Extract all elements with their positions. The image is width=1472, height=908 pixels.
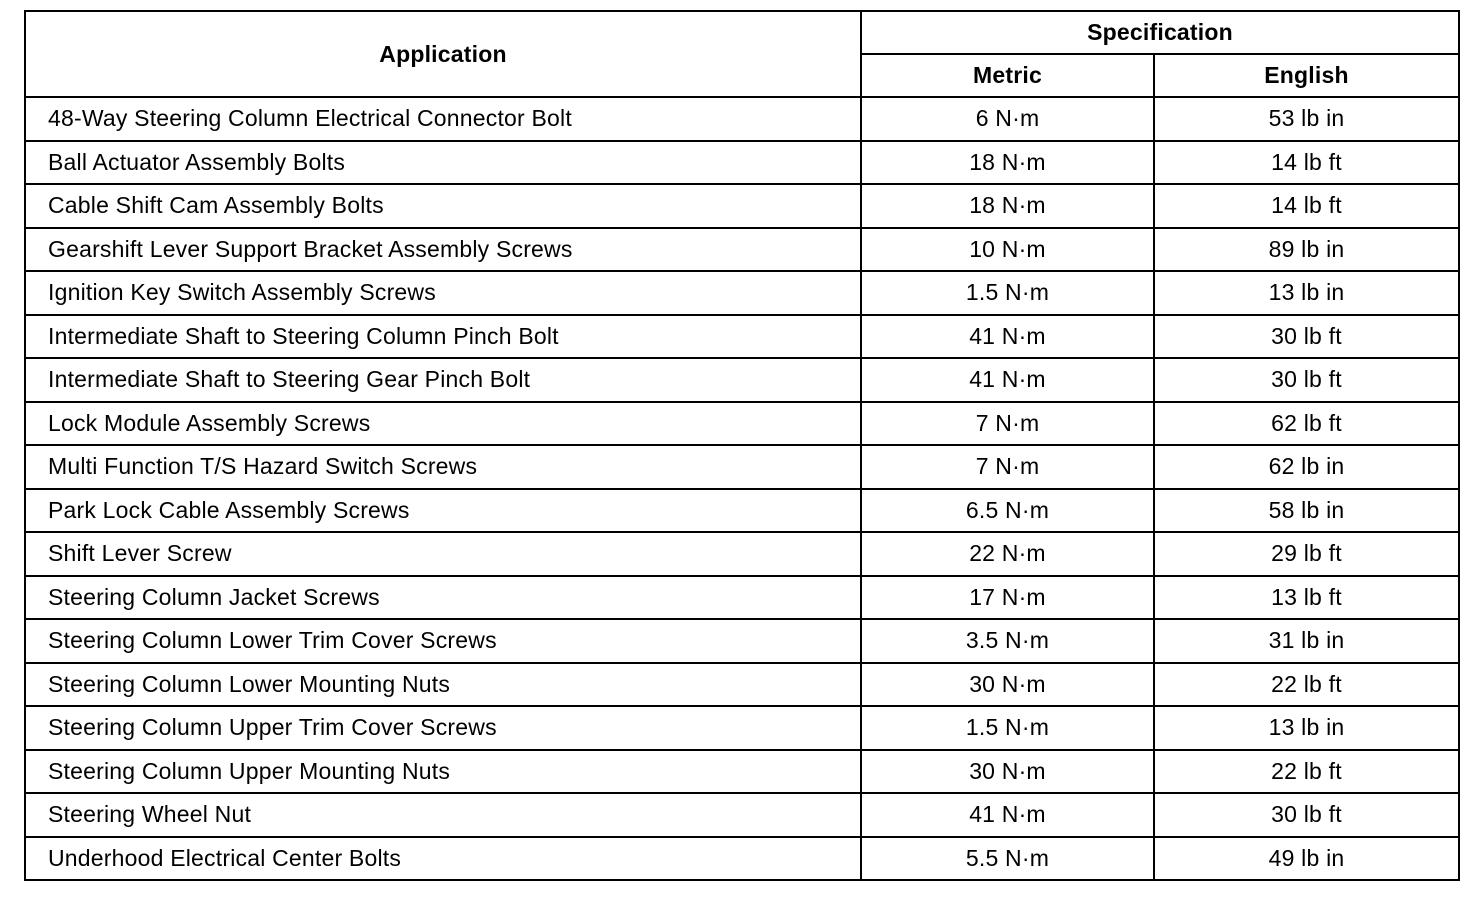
- table-row: [25, 402, 1459, 446]
- metric-value-cell: 22 N·m: [861, 532, 1154, 576]
- metric-value-cell: 7 N·m: [861, 445, 1154, 489]
- table-row: [25, 315, 1459, 359]
- metric-value-cell: 41 N·m: [861, 315, 1154, 359]
- english-value-cell: 29 lb ft: [1154, 532, 1459, 576]
- metric-value-cell: 1.5 N·m: [861, 271, 1154, 315]
- table-row: [25, 532, 1459, 576]
- table-row: [25, 619, 1459, 663]
- specification-column-header: Specification: [861, 11, 1459, 54]
- metric-value-cell: 1.5 N·m: [861, 706, 1154, 750]
- application-cell: Multi Function T/S Hazard Switch Screws: [25, 445, 861, 489]
- table-row: [25, 445, 1459, 489]
- table-row: [25, 97, 1459, 141]
- english-value-cell: 14 lb ft: [1154, 141, 1459, 185]
- metric-value-cell: 30 N·m: [861, 750, 1154, 794]
- table-row: [25, 576, 1459, 620]
- application-cell: Ball Actuator Assembly Bolts: [25, 141, 861, 185]
- english-value-cell: 13 lb in: [1154, 271, 1459, 315]
- english-value-cell: 30 lb ft: [1154, 358, 1459, 402]
- metric-value-cell: 30 N·m: [861, 663, 1154, 707]
- application-cell: Cable Shift Cam Assembly Bolts: [25, 184, 861, 228]
- table-row: [25, 837, 1459, 881]
- application-cell: Steering Column Upper Trim Cover Screws: [25, 706, 861, 750]
- english-value-cell: 31 lb in: [1154, 619, 1459, 663]
- table-header: [25, 11, 1459, 97]
- application-cell: Underhood Electrical Center Bolts: [25, 837, 861, 881]
- application-cell: Ignition Key Switch Assembly Screws: [25, 271, 861, 315]
- application-cell: Steering Column Lower Trim Cover Screws: [25, 619, 861, 663]
- table-row: [25, 228, 1459, 272]
- english-value-cell: 14 lb ft: [1154, 184, 1459, 228]
- english-value-cell: 13 lb ft: [1154, 576, 1459, 620]
- metric-value-cell: 6.5 N·m: [861, 489, 1154, 533]
- metric-value-cell: 3.5 N·m: [861, 619, 1154, 663]
- application-cell: Intermediate Shaft to Steering Column Pinch Bolt: [25, 315, 861, 359]
- application-cell: 48-Way Steering Column Electrical Connector Bolt: [25, 97, 861, 141]
- metric-value-cell: 10 N·m: [861, 228, 1154, 272]
- application-cell: Gearshift Lever Support Bracket Assembly Screws: [25, 228, 861, 272]
- application-column-header: Application: [25, 11, 861, 97]
- english-value-cell: 13 lb in: [1154, 706, 1459, 750]
- table-row: [25, 750, 1459, 794]
- application-cell: Steering Wheel Nut: [25, 793, 861, 837]
- metric-value-cell: 17 N·m: [861, 576, 1154, 620]
- english-value-cell: 22 lb ft: [1154, 750, 1459, 794]
- metric-value-cell: 7 N·m: [861, 402, 1154, 446]
- english-value-cell: 58 lb in: [1154, 489, 1459, 533]
- english-value-cell: 22 lb ft: [1154, 663, 1459, 707]
- table-row: [25, 184, 1459, 228]
- table-row: [25, 271, 1459, 315]
- application-cell: Park Lock Cable Assembly Screws: [25, 489, 861, 533]
- english-value-cell: 53 lb in: [1154, 97, 1459, 141]
- metric-value-cell: 41 N·m: [861, 793, 1154, 837]
- english-value-cell: 30 lb ft: [1154, 315, 1459, 359]
- application-cell: Lock Module Assembly Screws: [25, 402, 861, 446]
- metric-value-cell: 6 N·m: [861, 97, 1154, 141]
- table-row: [25, 793, 1459, 837]
- table-body: [25, 97, 1459, 880]
- fastener-specification-table: [24, 10, 1460, 881]
- application-cell: Shift Lever Screw: [25, 532, 861, 576]
- table-row: [25, 489, 1459, 533]
- metric-value-cell: 41 N·m: [861, 358, 1154, 402]
- table-row: [25, 663, 1459, 707]
- application-cell: Steering Column Lower Mounting Nuts: [25, 663, 861, 707]
- application-cell: Steering Column Upper Mounting Nuts: [25, 750, 861, 794]
- metric-value-cell: 5.5 N·m: [861, 837, 1154, 881]
- metric-value-cell: 18 N·m: [861, 141, 1154, 185]
- metric-column-header: Metric: [861, 54, 1154, 97]
- english-value-cell: 62 lb ft: [1154, 402, 1459, 446]
- english-value-cell: 62 lb in: [1154, 445, 1459, 489]
- application-cell: Steering Column Jacket Screws: [25, 576, 861, 620]
- table-row: [25, 706, 1459, 750]
- english-value-cell: 30 lb ft: [1154, 793, 1459, 837]
- table-row: [25, 358, 1459, 402]
- english-value-cell: 89 lb in: [1154, 228, 1459, 272]
- english-value-cell: 49 lb in: [1154, 837, 1459, 881]
- table-row: [25, 141, 1459, 185]
- application-cell: Intermediate Shaft to Steering Gear Pinch Bolt: [25, 358, 861, 402]
- english-column-header: English: [1154, 54, 1459, 97]
- metric-value-cell: 18 N·m: [861, 184, 1154, 228]
